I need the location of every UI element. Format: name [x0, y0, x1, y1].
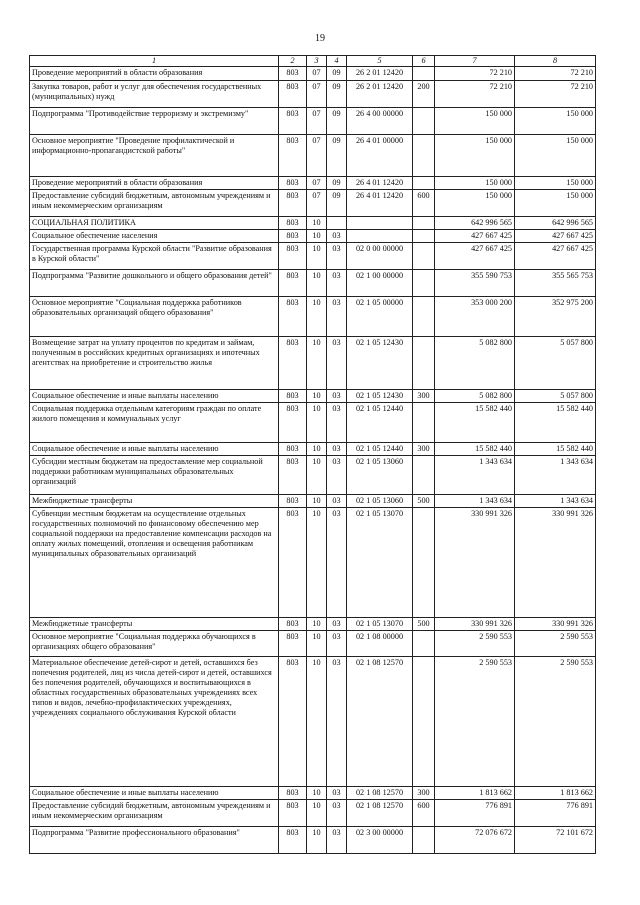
cell-name: Основное мероприятие "Социальная поддержка обучающихся в организациях общего образования": [30, 631, 279, 657]
cell-expense-type: [413, 297, 435, 337]
cell-target-article: 02 3 00 00000: [347, 827, 413, 854]
table-row: [30, 337, 596, 390]
cell-section: 10: [307, 403, 327, 443]
cell-amount-year-1: 1 813 662: [435, 787, 515, 800]
cell-section: 10: [307, 508, 327, 618]
cell-section: 07: [307, 190, 327, 217]
cell-name: Материальное обеспечение детей-сирот и детей, оставшихся без попечения родителей, лиц из числа детей-сирот и детей, оставшихся без попечения родителей, обучающихся и воспитывающихся в областных государственных образовательных учреждениях всех типов и видов, лечебно-профилактических учреждениях, учреждениях социального обслуживания Курской области: [30, 657, 279, 787]
cell-expense-type: 300: [413, 443, 435, 456]
cell-target-article: [347, 230, 413, 243]
cell-subsection: 03: [327, 243, 347, 270]
cell-amount-year-1: 150 000: [435, 177, 515, 190]
cell-name: Социальная поддержка отдельным категориям граждан по оплате жилого помещения и коммунальных услуг: [30, 403, 279, 443]
table-row: [30, 800, 596, 827]
cell-expense-type: [413, 827, 435, 854]
cell-expense-type: [413, 217, 435, 230]
table-row: [30, 230, 596, 243]
cell-administrator: 803: [279, 657, 307, 787]
cell-subsection: 03: [327, 390, 347, 403]
cell-section: 10: [307, 456, 327, 495]
cell-administrator: 803: [279, 81, 307, 108]
column-header: 3: [307, 56, 327, 67]
cell-amount-year-1: 330 991 326: [435, 618, 515, 631]
cell-section: 10: [307, 787, 327, 800]
cell-administrator: 803: [279, 403, 307, 443]
table-row: [30, 243, 596, 270]
cell-amount-year-1: 2 590 553: [435, 657, 515, 787]
cell-amount-year-1: 776 891: [435, 800, 515, 827]
cell-section: 10: [307, 443, 327, 456]
cell-section: 10: [307, 297, 327, 337]
cell-target-article: 02 0 00 00000: [347, 243, 413, 270]
cell-amount-year-2: 352 975 200: [515, 297, 596, 337]
cell-expense-type: [413, 230, 435, 243]
cell-amount-year-1: 353 000 200: [435, 297, 515, 337]
cell-subsection: 03: [327, 618, 347, 631]
cell-amount-year-2: 5 057 800: [515, 337, 596, 390]
cell-administrator: 803: [279, 787, 307, 800]
cell-name: Подпрограмма "Развитие дошкольного и общего образования детей": [30, 270, 279, 297]
cell-amount-year-1: 642 996 565: [435, 217, 515, 230]
cell-amount-year-1: 5 082 800: [435, 390, 515, 403]
cell-name: Социальное обеспечение и иные выплаты населению: [30, 443, 279, 456]
cell-name: Подпрограмма "Развитие профессионального образования": [30, 827, 279, 854]
cell-subsection: 03: [327, 297, 347, 337]
cell-name: Подпрограмма "Противодействие терроризму и экстремизму": [30, 108, 279, 135]
cell-amount-year-1: 5 082 800: [435, 337, 515, 390]
cell-expense-type: 500: [413, 495, 435, 508]
cell-expense-type: [413, 631, 435, 657]
cell-subsection: 09: [327, 81, 347, 108]
cell-expense-type: 200: [413, 81, 435, 108]
cell-name: Социальное обеспечение и иные выплаты населению: [30, 390, 279, 403]
table-row: [30, 657, 596, 787]
table-row: [30, 456, 596, 495]
cell-amount-year-2: 642 996 565: [515, 217, 596, 230]
cell-administrator: 803: [279, 67, 307, 81]
cell-section: 07: [307, 108, 327, 135]
table-row: [30, 190, 596, 217]
cell-section: 10: [307, 390, 327, 403]
cell-administrator: 803: [279, 297, 307, 337]
cell-target-article: 02 1 05 12430: [347, 390, 413, 403]
cell-subsection: 03: [327, 827, 347, 854]
table-row: [30, 390, 596, 403]
cell-subsection: 09: [327, 190, 347, 217]
cell-section: 10: [307, 230, 327, 243]
cell-subsection: 03: [327, 337, 347, 390]
cell-name: Государственная программа Курской области "Развитие образования в Курской области": [30, 243, 279, 270]
cell-name: Проведение мероприятий в области образования: [30, 67, 279, 81]
cell-amount-year-1: 72 210: [435, 67, 515, 81]
cell-amount-year-2: 150 000: [515, 135, 596, 177]
cell-expense-type: [413, 135, 435, 177]
cell-subsection: 03: [327, 443, 347, 456]
cell-target-article: 26 2 01 12420: [347, 67, 413, 81]
column-header: 5: [347, 56, 413, 67]
cell-section: 07: [307, 177, 327, 190]
cell-amount-year-2: 15 582 440: [515, 403, 596, 443]
cell-administrator: 803: [279, 495, 307, 508]
table-row: [30, 443, 596, 456]
cell-name: Межбюджетные трансферты: [30, 618, 279, 631]
cell-section: 10: [307, 618, 327, 631]
cell-section: 07: [307, 135, 327, 177]
table-row: [30, 217, 596, 230]
cell-amount-year-1: 427 667 425: [435, 243, 515, 270]
cell-name: Возмещение затрат на уплату процентов по кредитам и займам, полученным в российских кредитных организациях и ипотечных агентствах на приобретение и строительство жилья: [30, 337, 279, 390]
cell-subsection: 09: [327, 108, 347, 135]
cell-target-article: 02 1 05 12440: [347, 403, 413, 443]
cell-name: Предоставление субсидий бюджетным, автономным учреждениям и иным некоммерческим организациям: [30, 800, 279, 827]
page-number: 19: [315, 33, 325, 44]
cell-section: 10: [307, 243, 327, 270]
cell-administrator: 803: [279, 190, 307, 217]
cell-target-article: 02 1 05 12430: [347, 337, 413, 390]
cell-amount-year-2: 427 667 425: [515, 230, 596, 243]
cell-section: 10: [307, 800, 327, 827]
cell-amount-year-1: 150 000: [435, 108, 515, 135]
column-header: 2: [279, 56, 307, 67]
cell-target-article: 02 1 05 13060: [347, 495, 413, 508]
cell-amount-year-2: 776 891: [515, 800, 596, 827]
cell-subsection: 09: [327, 135, 347, 177]
cell-amount-year-1: 15 582 440: [435, 403, 515, 443]
table-row: [30, 270, 596, 297]
cell-expense-type: [413, 243, 435, 270]
table-row: [30, 631, 596, 657]
cell-name: Основное мероприятие "Социальная поддержка работников образовательных организаций общего образования": [30, 297, 279, 337]
cell-amount-year-1: 1 343 634: [435, 456, 515, 495]
column-header: 8: [515, 56, 596, 67]
table-row: [30, 495, 596, 508]
cell-administrator: 803: [279, 135, 307, 177]
cell-subsection: 03: [327, 270, 347, 297]
cell-administrator: 803: [279, 390, 307, 403]
cell-subsection: 03: [327, 456, 347, 495]
cell-subsection: 09: [327, 67, 347, 81]
cell-target-article: 02 1 05 13070: [347, 508, 413, 618]
cell-name: Субсидии местным бюджетам на предоставление мер социальной поддержки работникам муниципальных образовательных организаций: [30, 456, 279, 495]
cell-amount-year-2: 72 210: [515, 67, 596, 81]
table-header-row: [30, 56, 596, 67]
cell-expense-type: 500: [413, 618, 435, 631]
cell-name: Предоставление субсидий бюджетным, автономным учреждениям и иным некоммерческим организациям: [30, 190, 279, 217]
cell-amount-year-2: 72 101 672: [515, 827, 596, 854]
cell-section: 10: [307, 631, 327, 657]
table-row: [30, 108, 596, 135]
cell-amount-year-2: 2 590 553: [515, 657, 596, 787]
cell-target-article: [347, 217, 413, 230]
cell-amount-year-1: 355 590 753: [435, 270, 515, 297]
cell-section: 07: [307, 81, 327, 108]
cell-amount-year-1: 330 991 326: [435, 508, 515, 618]
cell-amount-year-2: 427 667 425: [515, 243, 596, 270]
cell-amount-year-2: 1 343 634: [515, 456, 596, 495]
cell-amount-year-1: 1 343 634: [435, 495, 515, 508]
cell-target-article: 26 4 00 00000: [347, 108, 413, 135]
cell-target-article: 02 1 05 13070: [347, 618, 413, 631]
cell-administrator: 803: [279, 443, 307, 456]
cell-name: Субвенции местным бюджетам на осуществление отдельных государственных полномочий по финансовому обеспечению мер социальной поддержки на предоставление компенсации расходов на оплату жилых помещений, отопления и освещения работникам муниципальных образовательных организаций: [30, 508, 279, 618]
column-header: 1: [30, 56, 279, 67]
table-row: [30, 787, 596, 800]
cell-target-article: 02 1 05 00000: [347, 297, 413, 337]
cell-section: 07: [307, 67, 327, 81]
cell-administrator: 803: [279, 217, 307, 230]
cell-administrator: 803: [279, 631, 307, 657]
table-row: [30, 297, 596, 337]
cell-subsection: 09: [327, 177, 347, 190]
table-row: [30, 177, 596, 190]
cell-target-article: 26 4 01 12420: [347, 177, 413, 190]
cell-subsection: 03: [327, 787, 347, 800]
cell-expense-type: 600: [413, 800, 435, 827]
column-header: 7: [435, 56, 515, 67]
cell-administrator: 803: [279, 177, 307, 190]
cell-name: Проведение мероприятий в области образования: [30, 177, 279, 190]
cell-amount-year-2: 150 000: [515, 177, 596, 190]
cell-section: 10: [307, 337, 327, 390]
cell-expense-type: [413, 270, 435, 297]
cell-section: 10: [307, 495, 327, 508]
cell-administrator: 803: [279, 108, 307, 135]
cell-expense-type: [413, 657, 435, 787]
cell-expense-type: 300: [413, 390, 435, 403]
cell-expense-type: [413, 456, 435, 495]
cell-expense-type: 600: [413, 190, 435, 217]
cell-subsection: 03: [327, 657, 347, 787]
cell-amount-year-2: 355 565 753: [515, 270, 596, 297]
cell-administrator: 803: [279, 618, 307, 631]
cell-administrator: 803: [279, 827, 307, 854]
cell-expense-type: [413, 177, 435, 190]
cell-amount-year-1: 150 000: [435, 190, 515, 217]
cell-administrator: 803: [279, 270, 307, 297]
table-row: [30, 67, 596, 81]
cell-subsection: 03: [327, 631, 347, 657]
cell-expense-type: [413, 108, 435, 135]
cell-administrator: 803: [279, 230, 307, 243]
table-row: [30, 81, 596, 108]
cell-administrator: 803: [279, 456, 307, 495]
cell-amount-year-2: 5 057 800: [515, 390, 596, 403]
cell-amount-year-1: 427 667 425: [435, 230, 515, 243]
cell-amount-year-2: 2 590 553: [515, 631, 596, 657]
cell-name: Основное мероприятие "Проведение профилактической и информационно-пропагандистской работы": [30, 135, 279, 177]
table-row: [30, 135, 596, 177]
table-row: [30, 403, 596, 443]
cell-amount-year-1: 15 582 440: [435, 443, 515, 456]
cell-expense-type: [413, 403, 435, 443]
cell-target-article: 26 4 01 12420: [347, 190, 413, 217]
cell-name: Закупка товаров, работ и услуг для обеспечения государственных (муниципальных) нужд: [30, 81, 279, 108]
cell-name: Социальное обеспечение населения: [30, 230, 279, 243]
cell-amount-year-1: 2 590 553: [435, 631, 515, 657]
cell-subsection: 03: [327, 230, 347, 243]
cell-target-article: 26 4 01 00000: [347, 135, 413, 177]
cell-amount-year-1: 150 000: [435, 135, 515, 177]
cell-subsection: 03: [327, 508, 347, 618]
table-row: [30, 508, 596, 618]
cell-subsection: 03: [327, 495, 347, 508]
cell-amount-year-2: 1 343 634: [515, 495, 596, 508]
cell-expense-type: [413, 337, 435, 390]
cell-amount-year-2: 330 991 326: [515, 618, 596, 631]
cell-section: 10: [307, 217, 327, 230]
cell-name: СОЦИАЛЬНАЯ ПОЛИТИКА: [30, 217, 279, 230]
cell-expense-type: 300: [413, 787, 435, 800]
table-row: [30, 827, 596, 854]
cell-target-article: 02 1 05 12440: [347, 443, 413, 456]
budget-table: [29, 55, 596, 854]
cell-name: Межбюджетные трансферты: [30, 495, 279, 508]
cell-amount-year-1: 72 210: [435, 81, 515, 108]
cell-section: 10: [307, 270, 327, 297]
cell-administrator: 803: [279, 508, 307, 618]
cell-name: Социальное обеспечение и иные выплаты населению: [30, 787, 279, 800]
cell-administrator: 803: [279, 337, 307, 390]
cell-target-article: 26 2 01 12420: [347, 81, 413, 108]
cell-amount-year-2: 330 991 326: [515, 508, 596, 618]
cell-amount-year-2: 150 000: [515, 108, 596, 135]
cell-expense-type: [413, 508, 435, 618]
cell-target-article: 02 1 08 00000: [347, 631, 413, 657]
cell-target-article: 02 1 08 12570: [347, 787, 413, 800]
cell-target-article: 02 1 00 00000: [347, 270, 413, 297]
cell-amount-year-2: 150 000: [515, 190, 596, 217]
cell-subsection: [327, 217, 347, 230]
cell-amount-year-2: 72 210: [515, 81, 596, 108]
cell-subsection: 03: [327, 800, 347, 827]
cell-amount-year-1: 72 076 672: [435, 827, 515, 854]
cell-amount-year-2: 15 582 440: [515, 443, 596, 456]
cell-section: 10: [307, 827, 327, 854]
table-row: [30, 618, 596, 631]
column-header: 6: [413, 56, 435, 67]
cell-target-article: 02 1 08 12570: [347, 657, 413, 787]
cell-section: 10: [307, 657, 327, 787]
cell-expense-type: [413, 67, 435, 81]
cell-subsection: 03: [327, 403, 347, 443]
cell-administrator: 803: [279, 243, 307, 270]
cell-target-article: 02 1 08 12570: [347, 800, 413, 827]
column-header: 4: [327, 56, 347, 67]
cell-target-article: 02 1 05 13060: [347, 456, 413, 495]
cell-amount-year-2: 1 813 662: [515, 787, 596, 800]
cell-administrator: 803: [279, 800, 307, 827]
